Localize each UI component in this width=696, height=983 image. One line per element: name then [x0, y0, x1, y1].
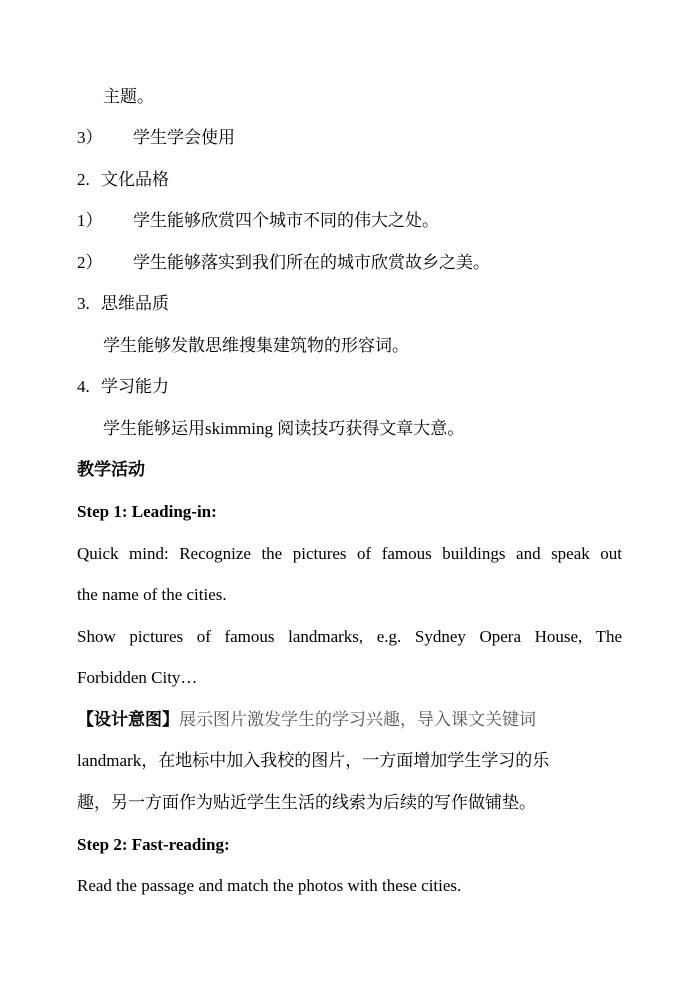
- heading-teaching-activities: 教学活动: [77, 460, 145, 479]
- design-intent-line: [77, 709, 622, 731]
- section-title: 学习能力: [101, 377, 169, 396]
- list-item: [77, 210, 622, 232]
- list-text: 学生能够欣赏四个城市不同的伟大之处。: [133, 211, 439, 230]
- section-number: 2.: [77, 170, 90, 189]
- paragraph-line: the name of the cities.: [77, 585, 227, 604]
- section-title: 思维品质: [101, 294, 169, 313]
- paragraph-line: Read the passage and match the photos with these cities.: [77, 876, 462, 895]
- paragraph-line: Quick mind: Recognize the pictures of famous buildings and speak out: [77, 544, 622, 563]
- section-number: 3.: [77, 294, 90, 313]
- section-heading: [77, 376, 622, 398]
- step-1-heading: Step 1: Leading-in:: [77, 502, 217, 521]
- design-intent-text: 展示图片激发学生的学习兴趣，导入课文关键词: [179, 710, 536, 729]
- list-number: 3）: [77, 128, 103, 147]
- paragraph-line: Forbidden City…: [77, 668, 198, 687]
- paragraph-line: Show pictures of famous landmarks, e.g. Sydney Opera House, The: [77, 627, 622, 646]
- list-item: [77, 127, 622, 149]
- text-line: 学生能够发散思维搜集建筑物的形容词。: [103, 336, 409, 355]
- list-number: 2）: [77, 253, 103, 272]
- text-line: 主题。: [103, 87, 154, 106]
- design-intent-tag: 【设计意图】: [77, 710, 179, 729]
- paragraph-line: 趣，另一方面作为贴近学生生活的线索为后续的写作做铺垫。: [77, 793, 536, 812]
- list-text: 学生学会使用: [133, 128, 235, 147]
- list-number: 1）: [77, 211, 103, 230]
- paragraph-line: landmark，在地标中加入我校的图片，一方面增加学生学习的乐: [77, 751, 550, 770]
- section-number: 4.: [77, 377, 90, 396]
- section-heading: [77, 293, 622, 315]
- text-line: 学生能够运用skimming 阅读技巧获得文章大意。: [103, 419, 465, 438]
- section-heading: [77, 169, 622, 191]
- list-text: 学生能够落实到我们所在的城市欣赏故乡之美。: [133, 253, 490, 272]
- step-2-heading: Step 2: Fast-reading:: [77, 835, 230, 854]
- list-item: [77, 252, 622, 274]
- section-title: 文化品格: [101, 170, 169, 189]
